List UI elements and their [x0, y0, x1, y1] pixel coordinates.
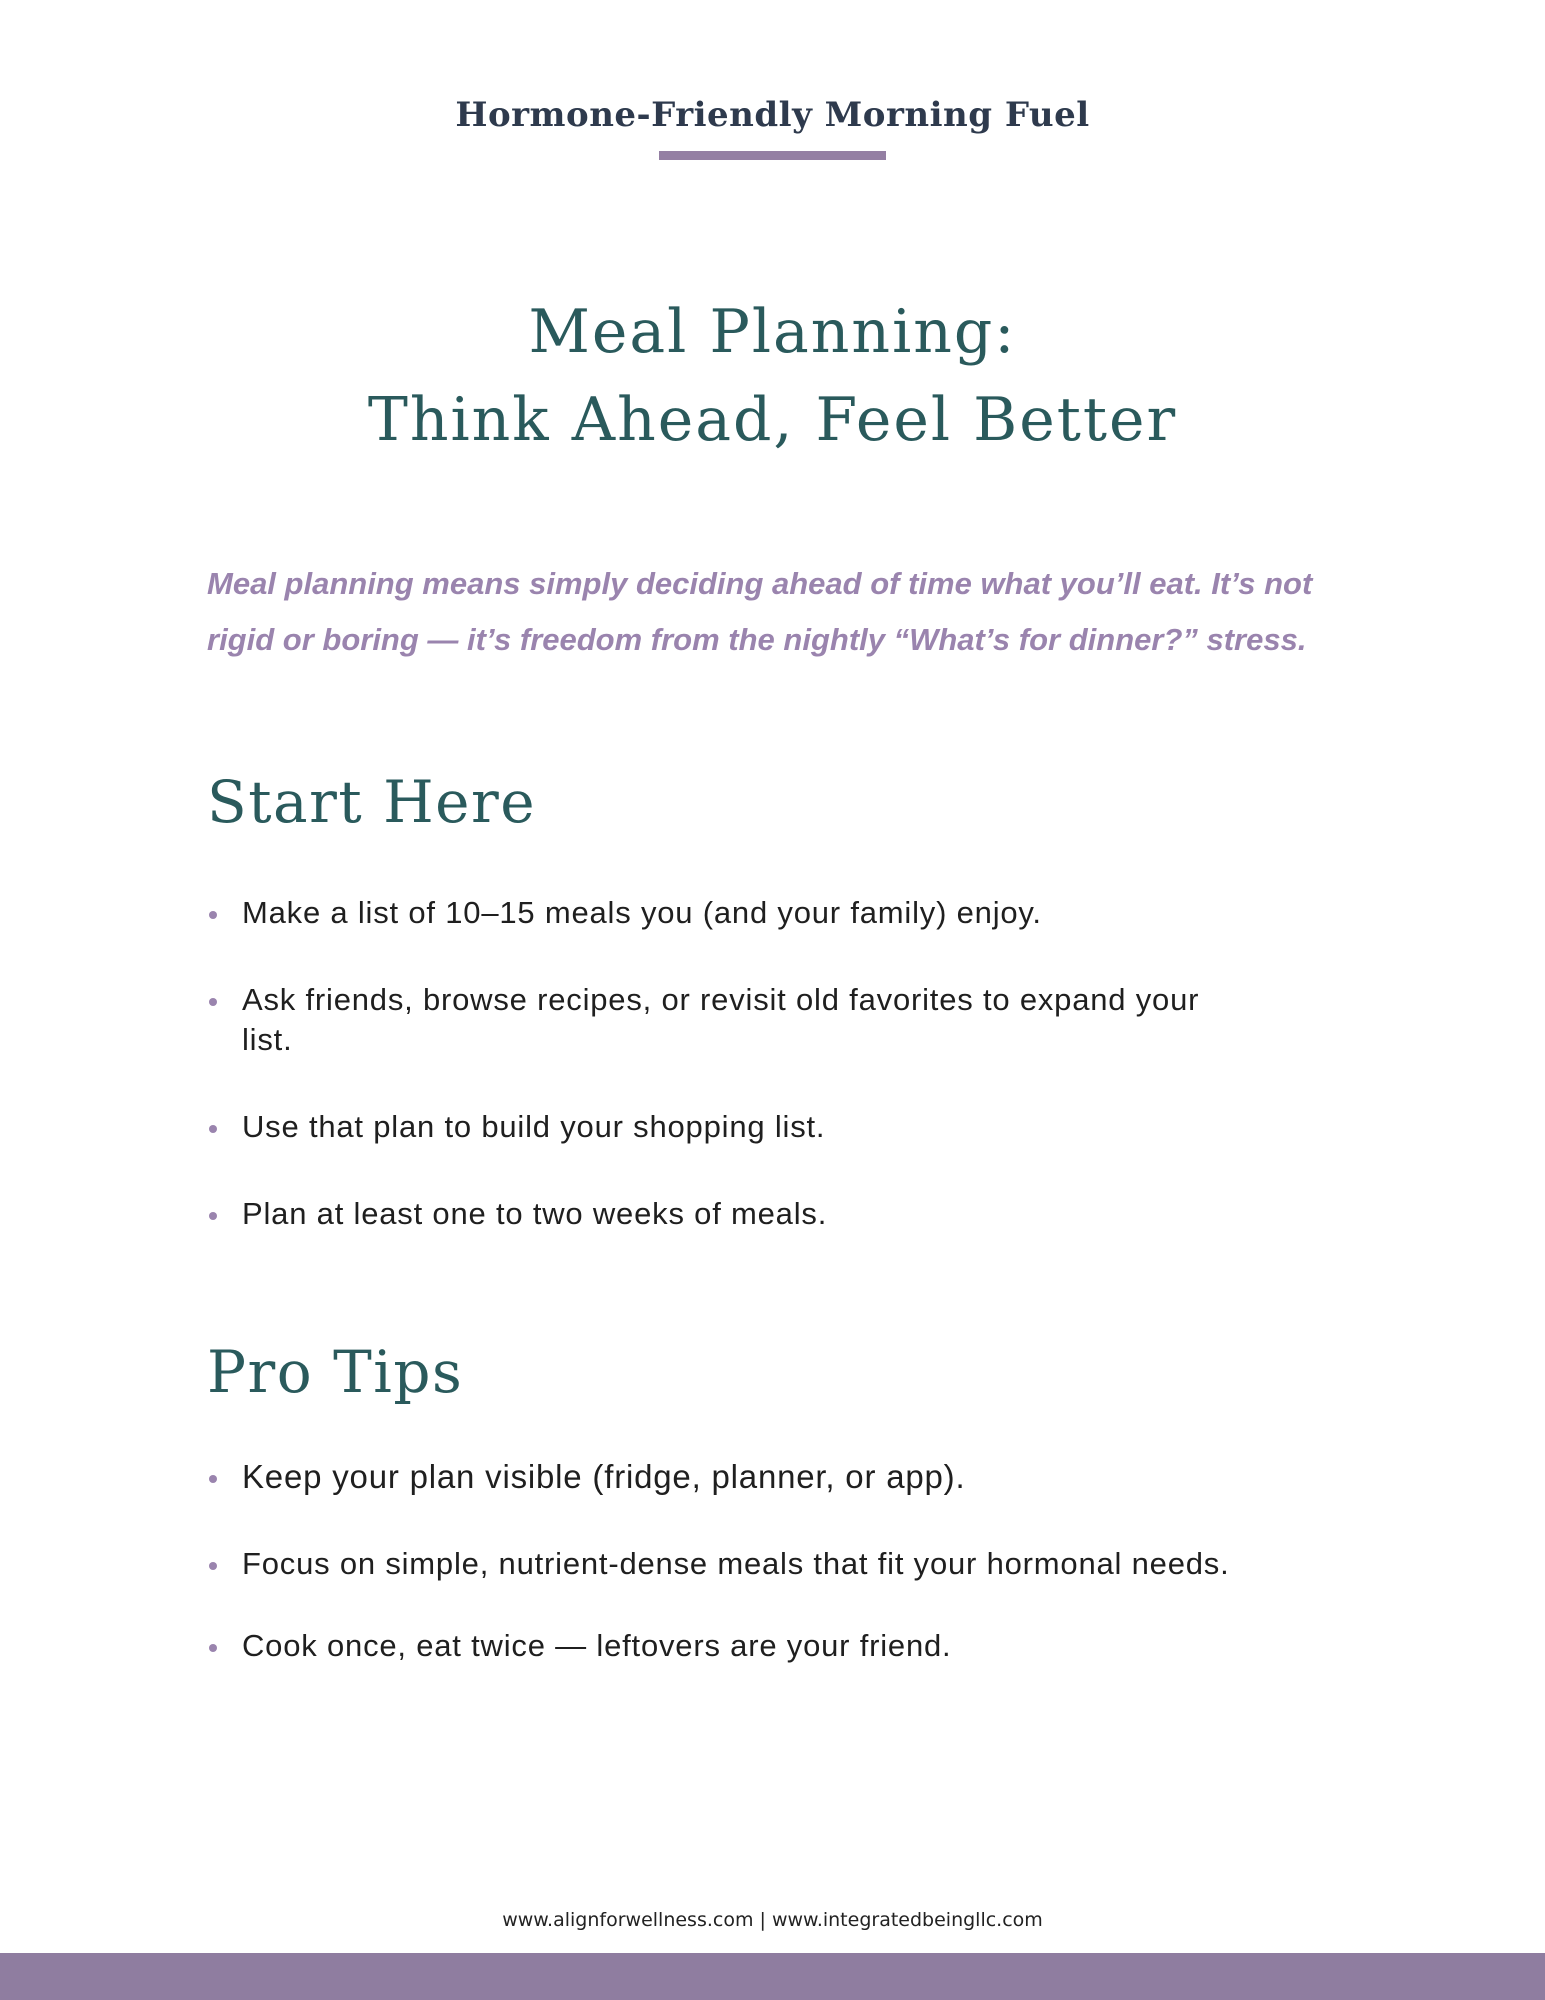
bullet-icon: [209, 1562, 217, 1570]
list-item-text: Keep your plan visible (fridge, planner, or app).: [242, 1458, 966, 1495]
list-item-text: Ask friends, browse recipes, or revisit old favorites to expand your list.: [242, 982, 1200, 1057]
list-item: [207, 1107, 1257, 1147]
list-item-text: Focus on simple, nutrient-dense meals that fit your hormonal needs.: [242, 1546, 1230, 1581]
footer-links: www.alignforwellness.com | www.integratedbeingllc.com: [502, 1909, 1043, 1931]
pro-tips-list: [207, 1457, 1257, 1666]
page-title-line-2: Think Ahead, Feel Better: [367, 385, 1178, 455]
bullet-icon: [209, 911, 217, 919]
footer-bar: [0, 1953, 1545, 2000]
list-item: [207, 893, 1257, 933]
page-title: [0, 288, 1545, 464]
page-title-line-1: Meal Planning:: [528, 297, 1017, 367]
list-item-text: Use that plan to build your shopping list.: [242, 1109, 826, 1144]
bullet-icon: [209, 1644, 217, 1652]
bullet-icon: [209, 998, 217, 1006]
header-title: Hormone-Friendly Morning Fuel: [455, 95, 1090, 135]
list-item-text: Cook once, eat twice — leftovers are your friend.: [242, 1628, 952, 1663]
start-here-list: [207, 893, 1257, 1234]
list-item-text: Plan at least one to two weeks of meals.: [242, 1196, 828, 1231]
pro-tips-heading: Pro Tips: [207, 1338, 464, 1406]
intro-paragraph: Meal planning means simply deciding ahead of time what you’ll eat. It’s not rigid or boring — it’s freedom from the nightly “What’s for dinner?” stress.: [207, 566, 1313, 657]
list-item: [207, 980, 1227, 1060]
bullet-icon: [209, 1475, 217, 1483]
bullet-icon: [209, 1125, 217, 1133]
header-underline: [659, 151, 886, 160]
list-item-text: Make a list of 10–15 meals you (and your family) enjoy.: [242, 895, 1042, 930]
list-item: [207, 1457, 1257, 1497]
list-item: [207, 1626, 1257, 1666]
bullet-icon: [209, 1212, 217, 1220]
start-here-heading: Start Here: [207, 768, 537, 836]
list-item: [207, 1544, 1242, 1584]
list-item: [207, 1194, 1257, 1234]
